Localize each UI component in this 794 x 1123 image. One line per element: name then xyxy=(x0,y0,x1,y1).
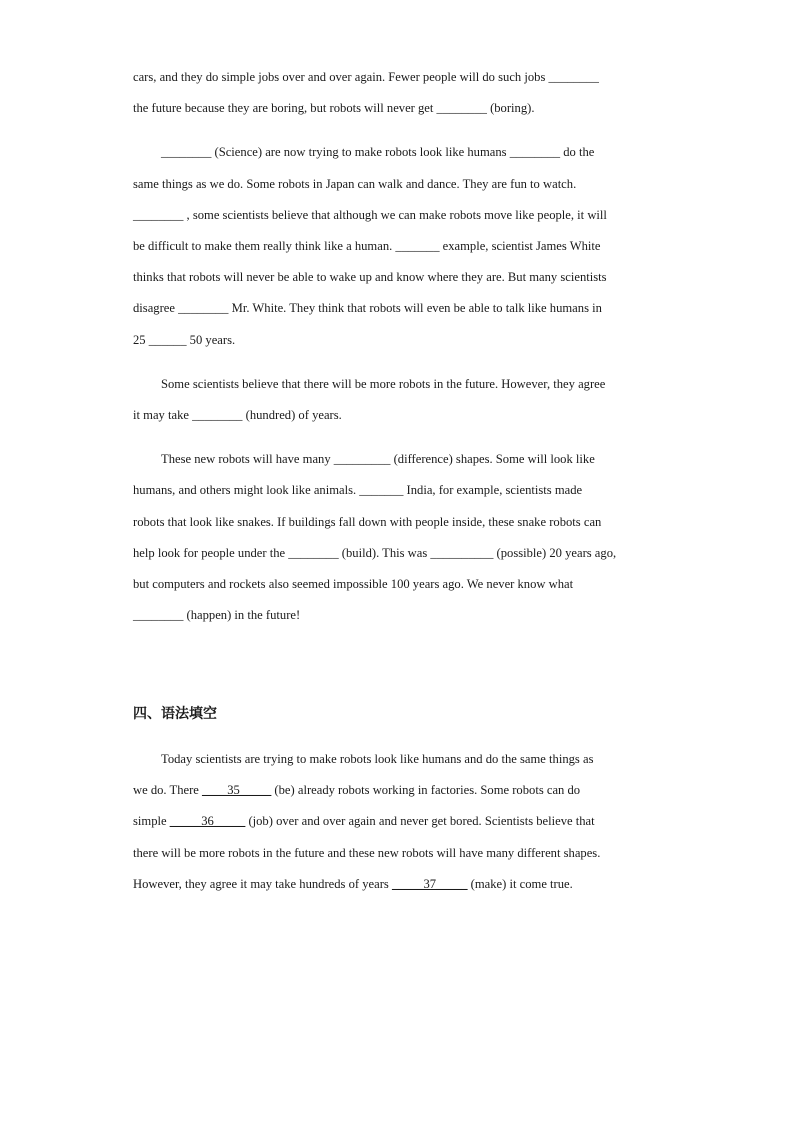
text-line: disagree ________ Mr. White. They think that robots will even be able to talk like humans in xyxy=(133,301,602,316)
text-line: it may take ________ (hundred) of years. xyxy=(133,408,342,423)
grammar-passage xyxy=(133,744,663,900)
section-title: 四、语法填空 xyxy=(133,706,217,722)
text-line: Some scientists believe that there will be more robots in the future. However, they agree xyxy=(161,376,606,391)
text-fragment: However, they agree it may take hundreds of years xyxy=(133,876,392,891)
paragraph-2 xyxy=(133,137,663,355)
text-line: ________ (Science) are now trying to make robots look like humans ________ do the xyxy=(161,145,595,160)
blank-36: _____36_____ xyxy=(169,814,246,829)
text-line: 25 ______ 50 years. xyxy=(133,332,236,347)
blank-35: ____35_____ xyxy=(202,783,272,798)
text-line: humans, and others might look like animals. _______ India, for example, scientists made xyxy=(133,483,583,498)
blank-37: _____37_____ xyxy=(391,876,468,891)
text-fragment: (make) it come true. xyxy=(467,876,573,891)
text-line xyxy=(133,806,663,837)
paragraph-3 xyxy=(133,369,663,431)
text-line: cars, and they do simple jobs over and over again. Fewer people will do such jobs ________ xyxy=(133,70,599,84)
document-page xyxy=(133,62,663,631)
text-line: help look for people under the ________ (build). This was __________ (possible) 20 years ago, xyxy=(133,545,617,560)
text-fragment: simple xyxy=(133,814,170,829)
paragraph-4 xyxy=(133,444,663,631)
text-line: the future because they are boring, but robots will never get ________ (boring). xyxy=(133,101,535,116)
paragraph-1 xyxy=(133,62,663,124)
text-line: ________ (happen) in the future! xyxy=(133,608,301,623)
text-line: ________ , some scientists believe that although we can make robots move like people, it will xyxy=(133,207,607,222)
text-line: Today scientists are trying to make robots look like humans and do the same things as xyxy=(161,752,594,766)
text-line: but computers and rockets also seemed impossible 100 years ago. We never know what xyxy=(133,577,574,592)
text-line: robots that look like snakes. If buildings fall down with people inside, these snake robots can xyxy=(133,514,602,529)
text-line xyxy=(133,775,663,806)
text-line: thinks that robots will never be able to wake up and know where they are. But many scientists xyxy=(133,270,607,285)
text-line: there will be more robots in the future and these new robots will have many different shapes. xyxy=(133,845,601,860)
text-line xyxy=(133,869,663,900)
text-fragment: (job) over and over again and never get bored. Scientists believe that xyxy=(245,814,595,829)
text-line: same things as we do. Some robots in Japan can walk and dance. They are fun to watch. xyxy=(133,176,577,191)
text-line: be difficult to make them really think like a human. _______ example, scientist James White xyxy=(133,239,601,254)
text-fragment: (be) already robots working in factories. Some robots can do xyxy=(271,783,581,798)
text-line: These new robots will have many _________ (difference) shapes. Some will look like xyxy=(161,452,595,467)
text-fragment: we do. There xyxy=(133,783,203,798)
